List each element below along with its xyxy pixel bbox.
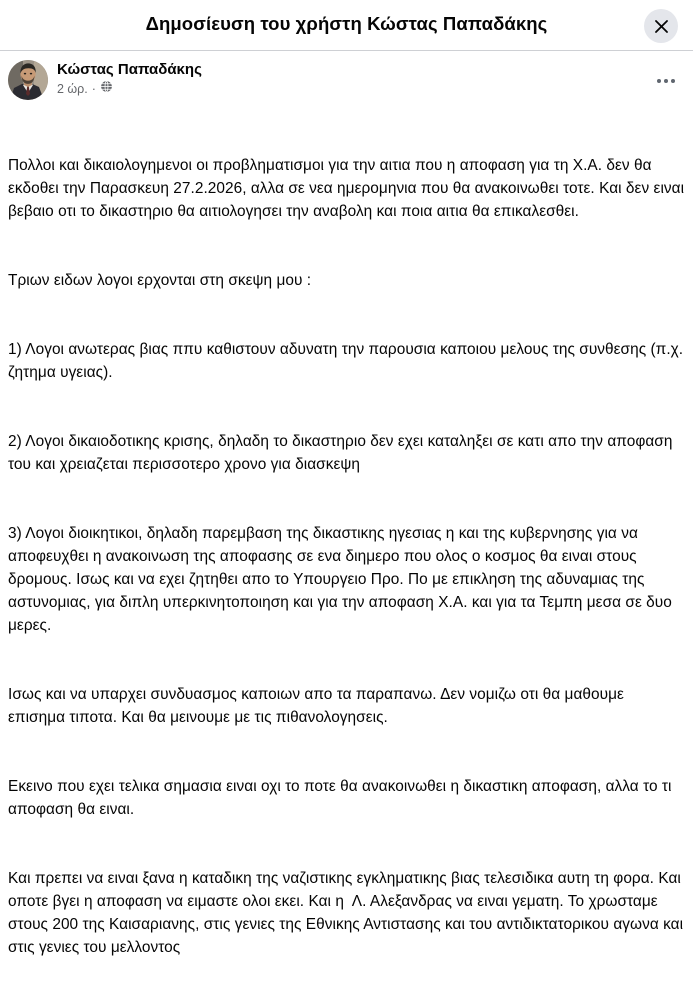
post-paragraph: 3) Λογοι διοικητικοι, δηλαδη παρεμβαση της δικαστικης ηγεσιας η και της κυβερνησης για να αποφευχθει η ανακοινωση της αποφασης σε ενα διημερο που ολος ο κοσμος θα ειναι στους δρομους. Ισως και να εχει ζητηθει απο το Υπουργειο Προ. Πο με επικληση της αδυναμιας της αστυνομιας, για διπλη υπερκινητοποιηση και για την αποφαση Χ.Α. και για τα Τεμπη μεσα σε δυο μερες. (8, 525, 677, 634)
page-title: Δημοσίευση του χρήστη Κώστας Παπαδάκης (145, 12, 548, 34)
post-paragraph: 2) Λογοι δικαιοδοτικης κρισης, δηλαδη το δικαστηριο δεν εχει καταληξει σε κατι απο την αποφαση του και χρειαζεται περισσοτερο χρονο για διασκεψη (8, 433, 677, 473)
post-paragraph: Και πρεπει να ειναι ξανα η καταδικη της ναζιστικης εγκληματικης βιας τελεσιδικα αυτη τη φορα. Και οποτε βγει η αποφαση να ειμαστε ολοι εκει. Και η Λ. Αλεξανδρας να ειναι γεματη. Το χρωσταμε στους 200 της Καισαριανης, στις γενιες της Εθνικης Αντιστασης και του αντιδικτατορικου αγωνα και στις γενιες του μελλοντος (8, 870, 688, 956)
close-icon (653, 18, 670, 35)
post-options-button[interactable] (650, 65, 682, 97)
post-paragraph: 1) Λογοι ανωτερας βιας ππυ καθιστουν αδυνατη την παρουσια καποιου μελους της συνθεσης (π.χ. ζητημα υγειας). (8, 341, 688, 381)
post-paragraph: Πολλοι και δικαιολογημενοι οι προβληματισμοι για την αιτια που η αποφαση για τη Χ.Α. δεν θα εκδοθει την Παρασκευη 27.2.2026, αλλα σε νεα ημερομηνια που θα ανακοινωθει τοτε. Και δεν ειναι βεβαιο οτι το δικαστηριο θα αιτιολογησει την αναβολη και ποια αιτια θα επικαλεσθει. (8, 157, 689, 220)
dialog-header (0, 0, 693, 51)
close-button[interactable] (644, 9, 678, 43)
post-meta (57, 80, 202, 97)
meta-separator: · (91, 81, 96, 96)
post-body (0, 103, 693, 1005)
ellipsis-icon (657, 79, 675, 83)
post-timestamp[interactable]: 2 ώρ. (57, 81, 88, 96)
avatar[interactable] (8, 60, 48, 100)
author-name[interactable]: Κώστας Παπαδάκης (57, 61, 202, 78)
author-meta (57, 60, 202, 97)
post-author-row (0, 51, 693, 103)
post-paragraph: Εκεινο που εχει τελικα σημασια ειναι οχι το ποτε θα ανακοινωθει η δικαστικη αποφαση, αλλα το τι αποφαση θα ειναι. (8, 778, 676, 818)
globe-icon[interactable] (100, 80, 113, 97)
post-paragraph: Ισως και να υπαρχει συνδυασμος καποιων απο τα παραπανω. Δεν νομιζω οτι θα μαθουμε επισημα τιποτα. Και θα μεινουμε με τις πιθανολογησεις. (8, 686, 629, 726)
post-paragraph: Τριων ειδων λογοι ερχονται στη σκεψη μου : (8, 272, 312, 289)
